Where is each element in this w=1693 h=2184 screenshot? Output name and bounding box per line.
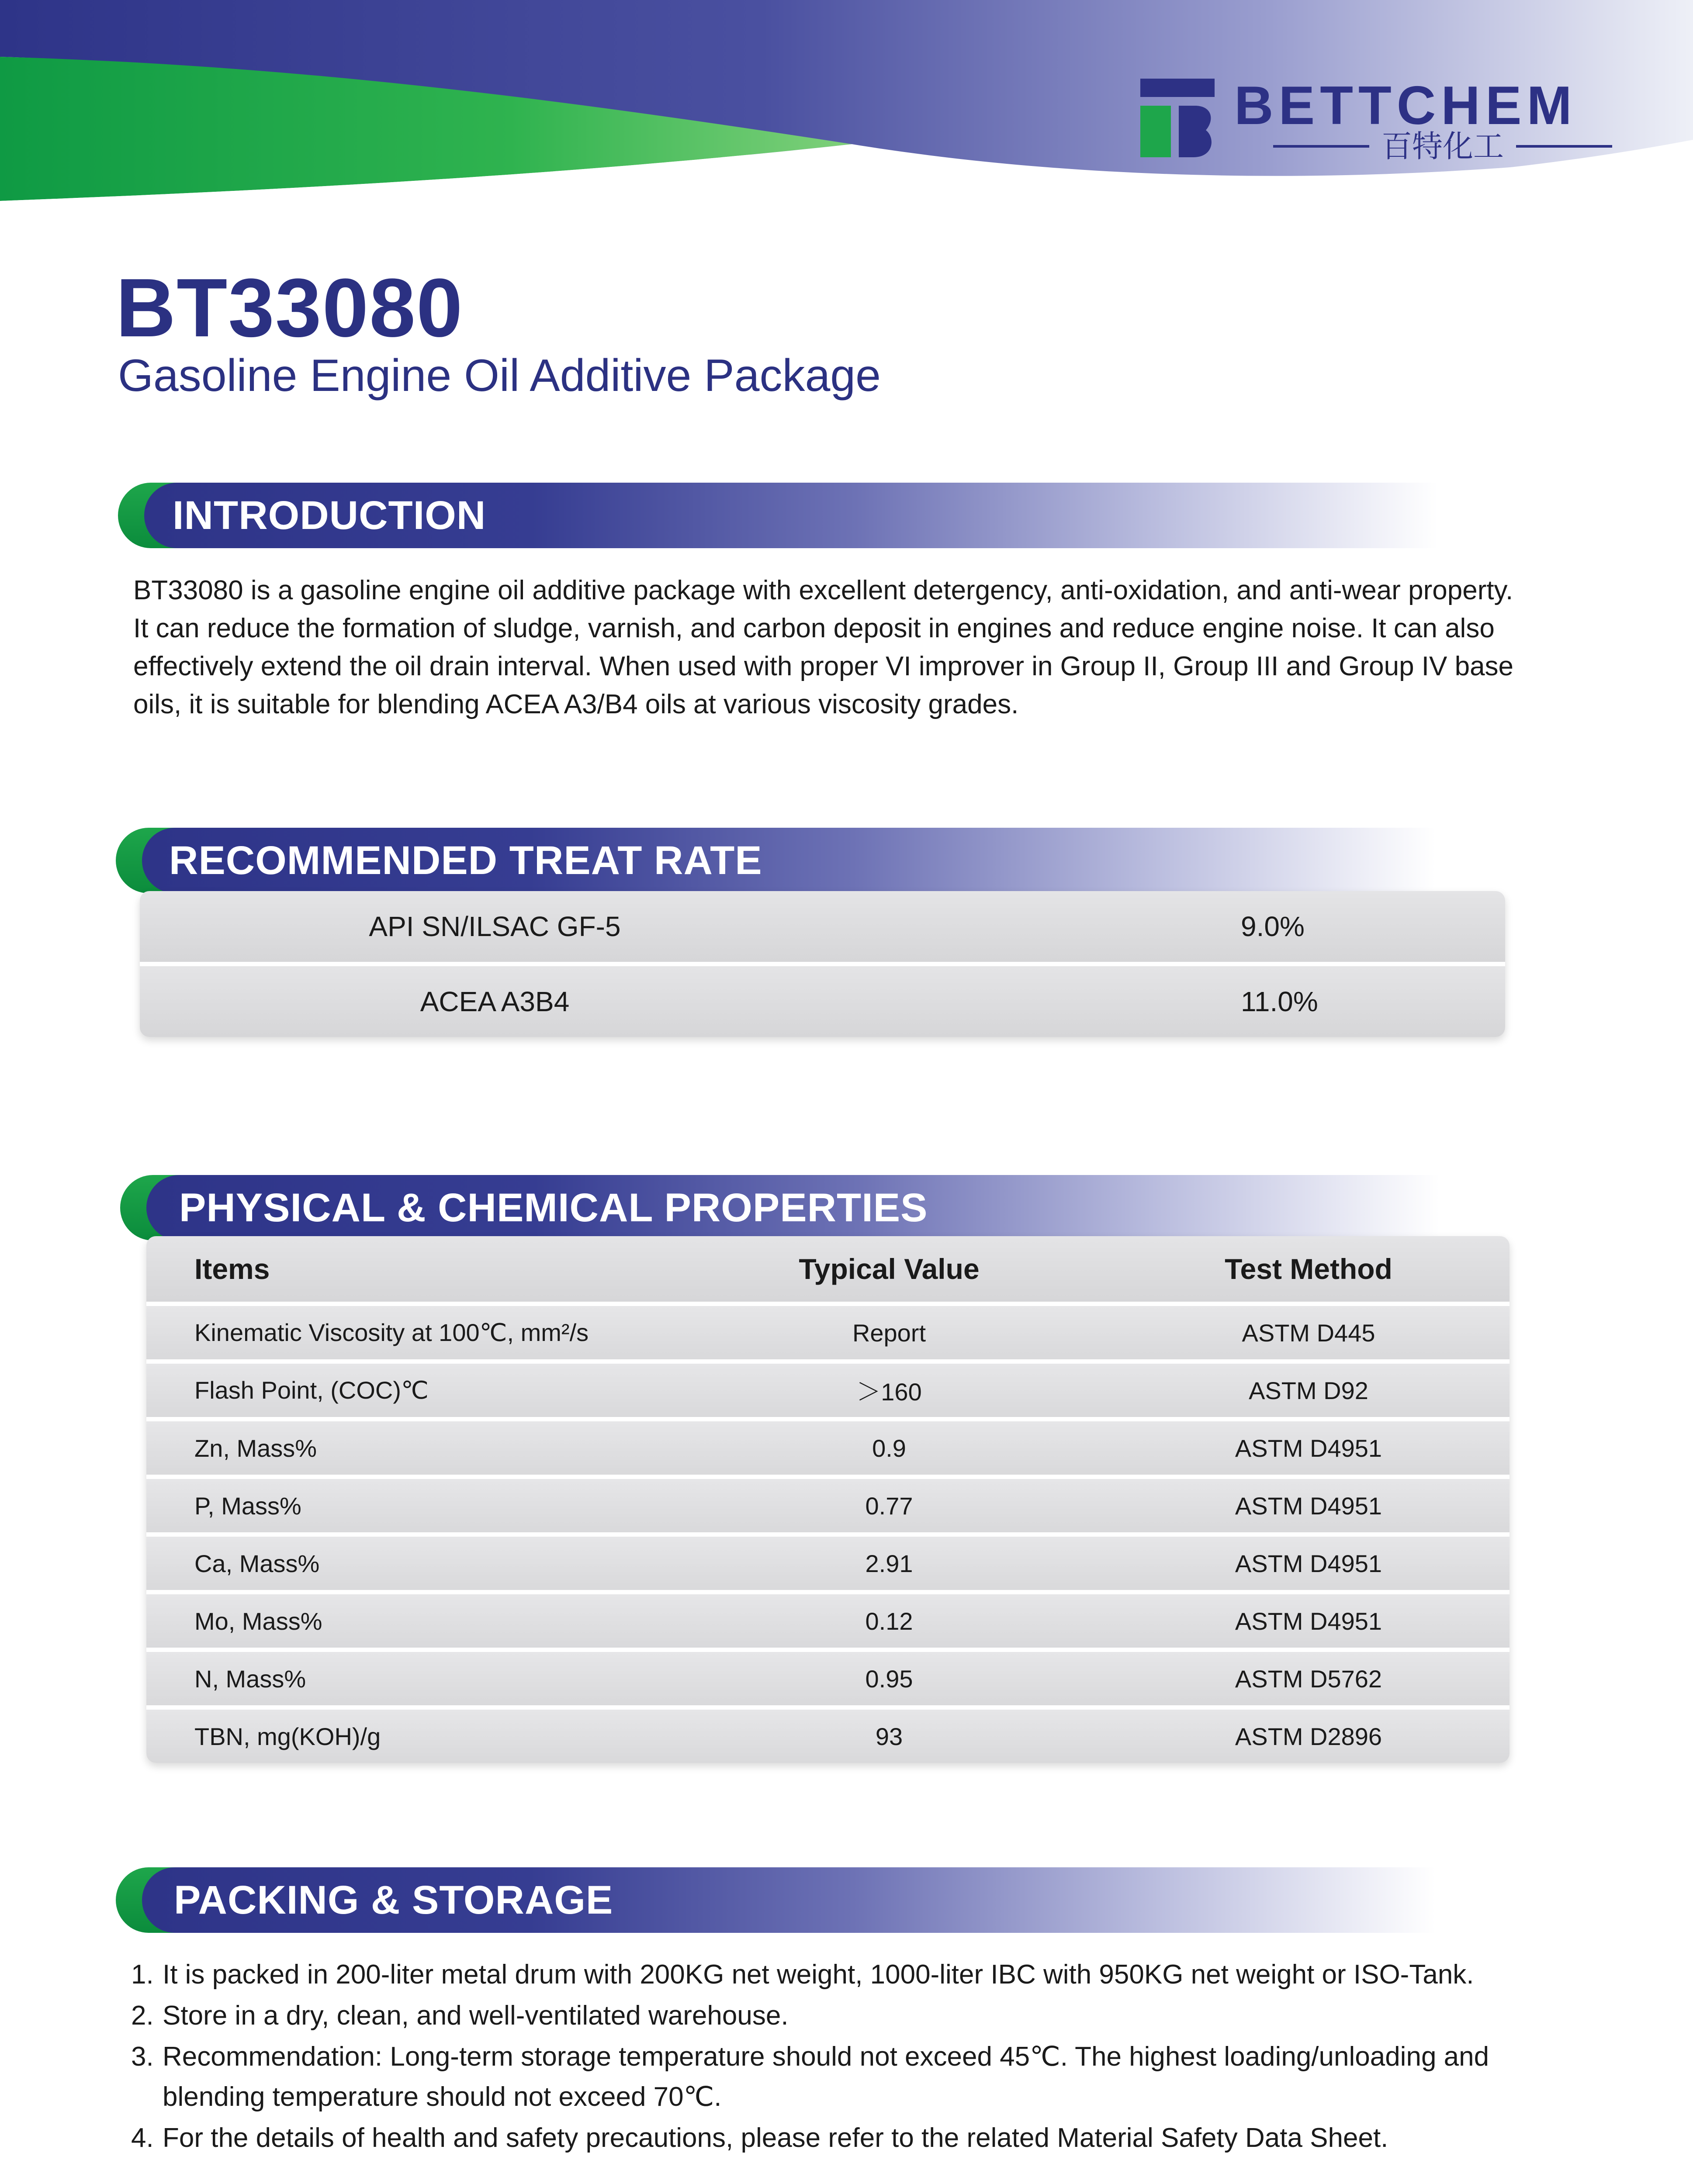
section-title: RECOMMENDED TREAT RATE <box>169 838 762 883</box>
table-row <box>146 1417 1510 1475</box>
section-header-packing <box>116 1867 1448 1933</box>
section-header-introduction <box>118 483 1451 548</box>
property-item: Zn, Mass% <box>194 1434 317 1462</box>
table-row <box>146 1705 1510 1763</box>
logo-chinese-name: 百特化工 <box>1381 128 1504 164</box>
list-item <box>131 1955 1573 1995</box>
property-item: Kinematic Viscosity at 100℃, mm²/s <box>194 1319 589 1346</box>
footer-swoosh <box>0 2167 157 2184</box>
list-number: 3. <box>131 2042 154 2072</box>
product-code: BT33080 <box>116 262 464 354</box>
section-header-properties <box>120 1175 1453 1241</box>
table-row <box>146 1302 1510 1359</box>
list-item <box>131 2037 1573 2117</box>
list-number: 2. <box>131 2001 154 2031</box>
property-method: ASTM D445 <box>1242 1319 1375 1347</box>
table-row <box>146 1359 1510 1417</box>
introduction-paragraph: BT33080 is a gasoline engine oil additive package with excellent detergency, anti-oxidation, and anti-wear property. It can reduce the formation of sludge, varnish, and carbon deposit in engines and reduce engine noise. It can also effectively extend the oil drain interval. When used with proper VI improver in Group II, Group III and Group IV base oils, it is suitable for blending ACEA A3/B4 oils at various viscosity grades. <box>133 575 1514 719</box>
property-item: Flash Point, (COC)℃ <box>194 1376 429 1404</box>
treat-rate-table <box>140 891 1505 1037</box>
property-item: TBN, mg(KOH)/g <box>194 1722 381 1750</box>
treat-rate-value: 9.0% <box>1241 911 1305 942</box>
list-text: Recommendation: Long-term storage temperature should not exceed 45℃. The highest loading/unloading and blending temperature should not exceed 70℃. <box>163 2042 1489 2112</box>
property-value: 0.9 <box>872 1434 906 1462</box>
logo-wordmark: BETTCHEM <box>1234 76 1577 136</box>
table-row <box>140 891 1505 962</box>
column-header-typical-value: Typical Value <box>799 1253 980 1285</box>
property-item: Ca, Mass% <box>194 1549 320 1577</box>
list-number: 4. <box>131 2123 154 2153</box>
section-title: PACKING & STORAGE <box>174 1878 613 1922</box>
packing-list <box>131 1955 1573 2159</box>
list-item <box>131 1996 1573 2036</box>
treat-spec: ACEA A3B4 <box>420 986 570 1017</box>
property-value: 2.91 <box>865 1549 913 1577</box>
property-method: ASTM D92 <box>1249 1376 1368 1404</box>
property-method: ASTM D4951 <box>1235 1607 1382 1635</box>
property-method: ASTM D4951 <box>1235 1434 1382 1462</box>
property-value: 93 <box>875 1722 903 1750</box>
property-method: ASTM D5762 <box>1235 1665 1382 1693</box>
treat-rate-value: 11.0% <box>1241 986 1318 1017</box>
property-item: Mo, Mass% <box>194 1607 322 1635</box>
table-row <box>140 962 1505 1037</box>
table-row <box>146 1532 1510 1590</box>
list-text: Store in a dry, clean, and well-ventilated warehouse. <box>163 2001 789 2031</box>
list-number: 1. <box>131 1959 154 1990</box>
table-header-row <box>146 1236 1510 1302</box>
property-item: N, Mass% <box>194 1665 306 1693</box>
column-header-test-method: Test Method <box>1225 1253 1392 1285</box>
list-text: It is packed in 200-liter metal drum with 200KG net weight, 1000-liter IBC with 950KG net weight or ISO-Tank. <box>163 1959 1474 1990</box>
property-value: 0.77 <box>865 1492 913 1520</box>
product-name: Gasoline Engine Oil Additive Package <box>118 350 881 401</box>
section-header-treat-rate <box>116 828 1448 893</box>
table-row <box>146 1475 1510 1532</box>
logo-chinese-line <box>1140 127 1612 166</box>
logo-rule-right <box>1516 145 1612 148</box>
table-row <box>146 1590 1510 1648</box>
logo-rule-left <box>1273 145 1369 148</box>
property-value: 0.12 <box>865 1607 913 1635</box>
company-logo <box>1140 76 1612 166</box>
list-item <box>131 2118 1573 2158</box>
property-item: P, Mass% <box>194 1492 301 1520</box>
treat-spec: API SN/ILSAC GF-5 <box>369 911 621 942</box>
property-value: ＞160 <box>856 1378 922 1406</box>
property-method: ASTM D4951 <box>1235 1492 1382 1520</box>
column-header-items: Items <box>194 1253 270 1285</box>
properties-table <box>146 1236 1510 1763</box>
property-method: ASTM D2896 <box>1235 1722 1382 1750</box>
section-title: PHYSICAL & CHEMICAL PROPERTIES <box>179 1185 928 1230</box>
property-value: 0.95 <box>865 1665 913 1693</box>
table-row <box>146 1648 1510 1705</box>
property-value: Report <box>852 1319 926 1347</box>
section-title: INTRODUCTION <box>173 493 486 538</box>
property-method: ASTM D4951 <box>1235 1549 1382 1577</box>
list-text: For the details of health and safety precautions, please refer to the related Material Safety Data Sheet. <box>163 2123 1388 2153</box>
